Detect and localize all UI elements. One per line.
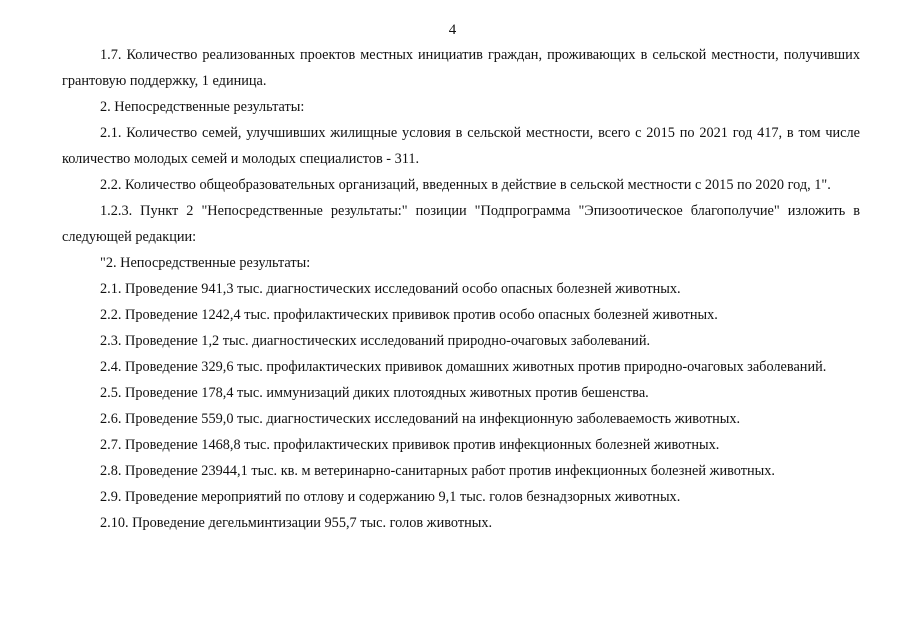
paragraph-2-6-infectious-diagnostics: 2.6. Проведение 559,0 тыс. диагностических исследований на инфекционную заболеваемость животных. [100,411,741,427]
paragraph-2-7-infectious-vaccinations: 2.7. Проведение 1468,8 тыс. профилактических прививок против инфекционных болезней животных. [100,437,720,453]
document-body [62,42,860,536]
paragraph-quoted-2-heading: "2. Непосредственные результаты: [100,255,311,271]
paragraph-2-heading: 2. Непосредственные результаты: [100,99,305,115]
paragraph-2-4-domestic: 2.4. Проведение 329,6 тыс. профилактических прививок домашних животных против природно-очаговых заболеваний. [100,359,827,375]
paragraph-2-9-stray-animals: 2.9. Проведение мероприятий по отлову и содержанию 9,1 тыс. голов безнадзорных животных. [100,489,681,505]
paragraph-2-1-diagnostics: 2.1. Проведение 941,3 тыс. диагностических исследований особо опасных болезней животных. [100,281,681,297]
paragraph-1-2-3: 1.2.3. Пункт 2 "Непосредственные результаты:" позиции "Подпрограмма "Эпизоотическое благополучие" изложить в следующей редакции: [62,203,860,245]
paragraph-2-1-families: 2.1. Количество семей, улучшивших жилищные условия в сельской местности, всего с 2015 по 2021 год 417, в том числе количество молодых семей и молодых специалистов - 311. [62,125,860,167]
page-number: 4 [448,22,457,38]
paragraph-1-7: 1.7. Количество реализованных проектов местных инициатив граждан, проживающих в сельской местности, получивших грантовую поддержку, 1 единица. [62,47,860,89]
paragraph-2-10-deworming: 2.10. Проведение дегельминтизации 955,7 тыс. голов животных. [100,515,493,531]
paragraph-2-8-sanitary-works: 2.8. Проведение 23944,1 тыс. кв. м ветеринарно-санитарных работ против инфекционных болезней животных. [100,463,775,479]
paragraph-2-5-rabies: 2.5. Проведение 178,4 тыс. иммунизаций диких плотоядных животных против бешенства. [100,385,649,401]
paragraph-2-2-schools: 2.2. Количество общеобразовательных организаций, введенных в действие в сельской местности с 2015 по 2020 год, 1". [100,177,831,193]
paragraph-2-2-vaccinations: 2.2. Проведение 1242,4 тыс. профилактических прививок против особо опасных болезней животных. [100,307,718,323]
paragraph-2-3-natural-focal: 2.3. Проведение 1,2 тыс. диагностических исследований природно-очаговых заболеваний. [100,333,651,349]
